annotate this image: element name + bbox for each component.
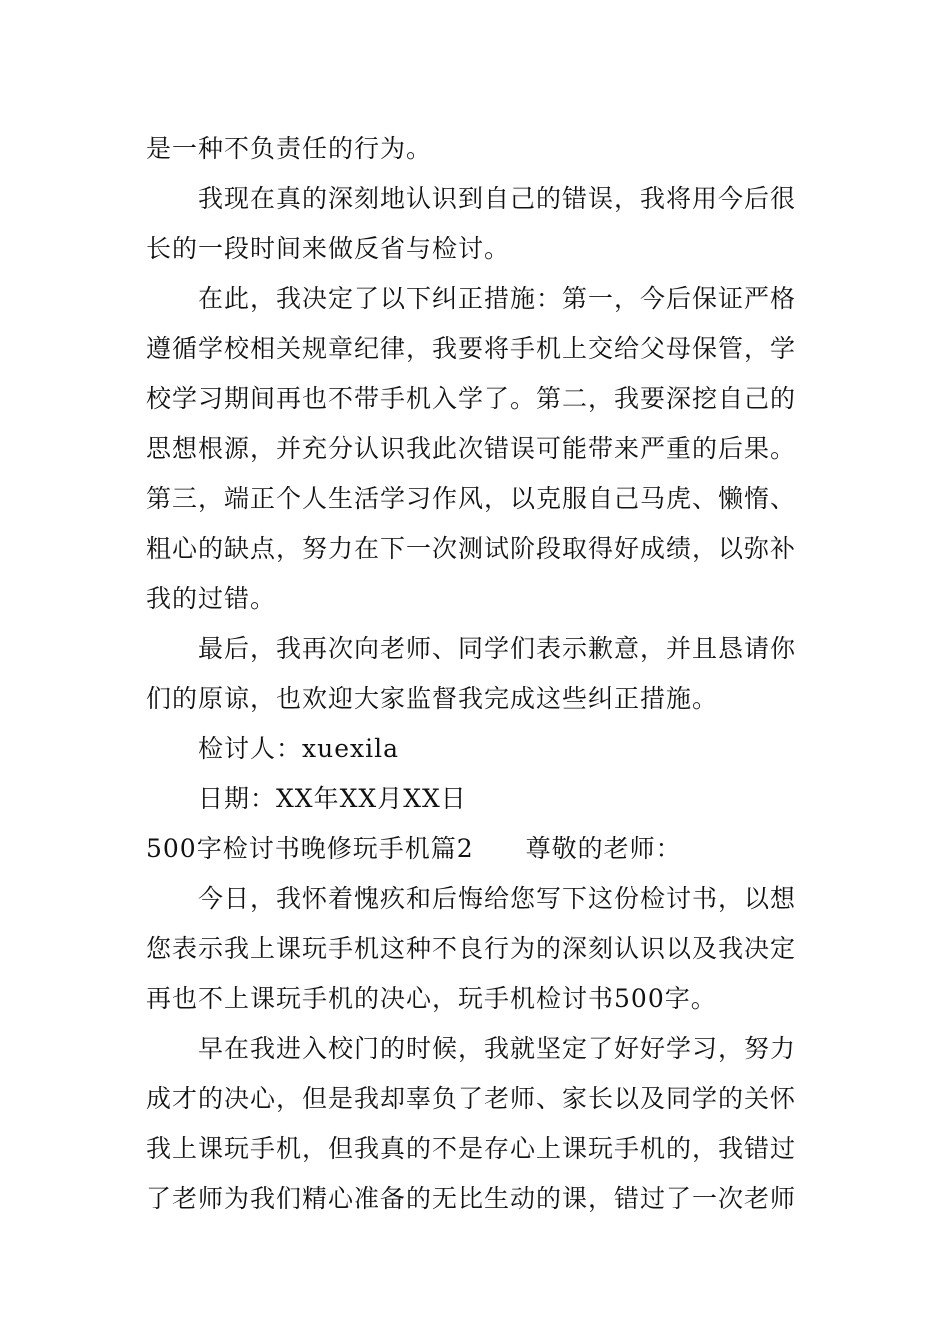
paragraph-start: 今日，我怀着愧疚和后悔给您写下这份检讨书，以想 [198, 884, 797, 913]
text-line: 了老师为我们精心准备的无比生动的课，错过了一次老师 [146, 1184, 797, 1213]
date-line: 日期：XX年XX月XX日 [198, 784, 467, 813]
text-line: 粗心的缺点，努力在下一次测试阶段取得好成绩，以弥补 [146, 534, 797, 563]
paragraph-start: 早在我进入校门的时候，我就坚定了好好学习，努力 [198, 1034, 797, 1063]
text-line: 长的一段时间来做反省与检讨。 [146, 234, 511, 263]
section-heading-line [146, 824, 806, 874]
text-line: 第三，端正个人生活学习作风，以克服自己马虎、懒惰、 [146, 484, 797, 513]
paragraph-start: 我现在真的深刻地认识到自己的错误，我将用今后很 [198, 184, 797, 213]
text-line: 您表示我上课玩手机这种不良行为的深刻认识以及我决定 [146, 934, 797, 963]
text-line: 成才的决心，但是我却辜负了老师、家长以及同学的关怀 [146, 1084, 797, 1113]
text-line: 遵循学校相关规章纪律，我要将手机上交给父母保管，学 [146, 334, 797, 363]
paragraph-start: 最后，我再次向老师、同学们表示歉意，并且恳请你 [198, 634, 797, 663]
document-page [146, 124, 806, 1224]
paragraph-start: 在此，我决定了以下纠正措施：第一，今后保证严格 [198, 284, 797, 313]
text-line: 我上课玩手机，但我真的不是存心上课玩手机的，我错过 [146, 1134, 797, 1163]
text-line: 是一种不负责任的行为。 [146, 134, 433, 163]
text-line: 校学习期间再也不带手机入学了。第二，我要深挖自己的 [146, 384, 797, 413]
text-line: 再也不上课玩手机的决心，玩手机检讨书500字。 [146, 984, 717, 1013]
signer-line: 检讨人：xuexila [198, 734, 399, 763]
text-line: 思想根源，并充分认识我此次错误可能带来严重的后果。 [146, 434, 797, 463]
text-line: 我的过错。 [146, 584, 277, 613]
text-line: 们的原谅，也欢迎大家监督我完成这些纠正措施。 [146, 684, 719, 713]
salutation: 尊敬的老师： [525, 834, 682, 863]
section-heading: 500字检讨书晚修玩手机篇2 [146, 834, 474, 863]
